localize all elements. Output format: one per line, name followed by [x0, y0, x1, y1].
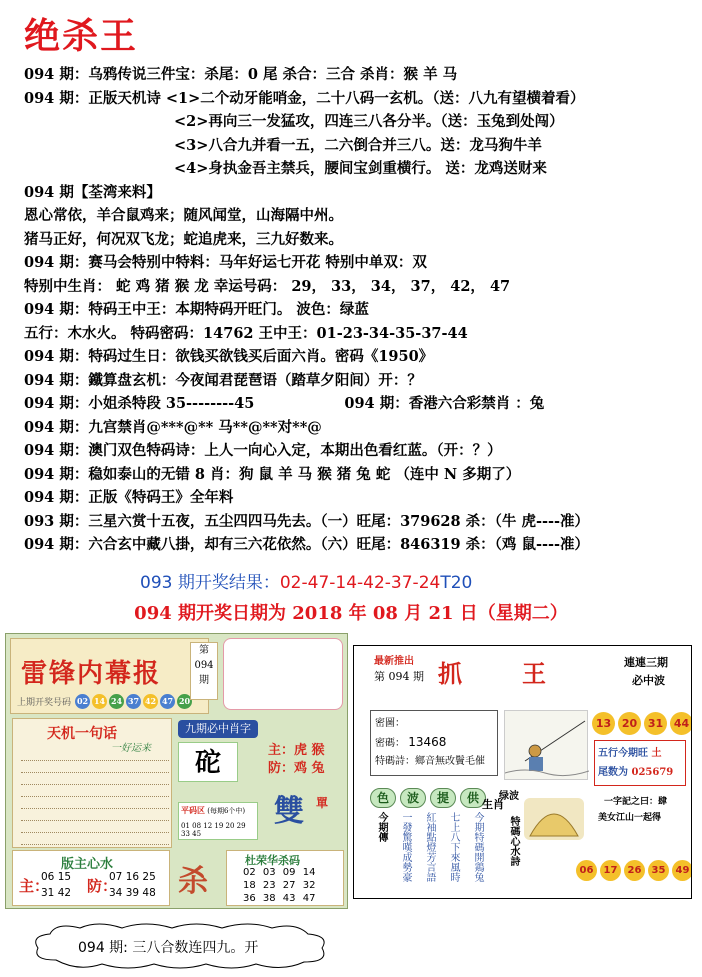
draw-date: 094 期开奖日期为 2018 年 08 月 21 日（星期二） [134, 603, 568, 624]
wuxing-box [594, 740, 686, 786]
text-lines [24, 63, 694, 557]
line-10: 特别中生肖： 蛇 鸡 猪 猴 龙 幸运号码： 29， 33， 34， 37， 42， 47 [24, 277, 511, 295]
poem-columns [374, 812, 484, 884]
mima-code-label: 密碼： [375, 738, 405, 749]
fang-value: 鸡 兔 [294, 761, 325, 776]
sebo-char: 色 [370, 788, 396, 808]
top-ball: 20 [618, 712, 641, 735]
line-13: 094 期：特码过生日：欲钱买欲钱买后面六肖。密码《1950》 [24, 348, 434, 365]
draw-result [140, 568, 472, 593]
tianji-sub: 一好运来 [111, 743, 151, 754]
shazhao-row: 18 23 27 32 [243, 880, 316, 891]
line-7: 恩心常依，羊合鼠鸡来；随风闻堂，山海隔中州。 [24, 207, 343, 224]
prev-ball: 42 [143, 694, 158, 709]
line-3: <2>再向三一发猛攻，四连三八各分半。（送：玉兔到处闯） [174, 113, 564, 130]
result-special: T20 [440, 573, 473, 593]
bottom-ball: 35 [648, 860, 669, 881]
result-label: 093 期开奖结果： [140, 573, 280, 593]
tianji-line [21, 755, 169, 761]
line-15a: 094 期：小姐杀特段 35--------45 [24, 395, 255, 412]
shazhao-row: 36 38 43 47 [243, 893, 316, 904]
top-ball: 31 [644, 712, 667, 735]
leifeng-panel [5, 633, 348, 909]
tianji-line [21, 767, 169, 773]
line-14: 094 期：鐵算盘玄机：今夜闻君琵琶语（踏草夕阳间）开：？ [24, 371, 422, 389]
line-19: 094 期：正版《特码王》全年料 [24, 489, 234, 506]
line-1: 094 期：乌鸦传说三件宝：杀尾：0 尾 杀合：三合 杀肖：猴 羊 马 [24, 66, 458, 83]
shazhao-box [226, 850, 344, 906]
bw-zhu-label: 主： [19, 877, 50, 895]
kaiqi-col: 今期特碼開鶏兔 [472, 812, 483, 882]
top-balls [592, 712, 692, 735]
sha-char: 杀 [178, 864, 208, 899]
bottom-ball: 26 [624, 860, 645, 881]
line-18: 094 期：稳如泰山的无错 8 肖：狗 鼠 羊 马 猴 猪 兔 蛇 （连中 N 多期了） [24, 465, 521, 483]
result-numbers: 02-47-14-42-37-24 [279, 573, 441, 593]
line-15 [24, 392, 694, 416]
line-15b: 094 期：香港六合彩禁肖 ：兔 [344, 395, 545, 412]
tianji-title: 天机一句话 [47, 726, 117, 742]
line-5: <4>身执金吾主禁兵，腰间宝剑重横行。 送：龙鸡送财来 [174, 160, 547, 177]
line-21: 094 期：六合玄中藏八掛，却有三六花依然。（六）旺尾：846319 杀：（鸡 鼠----准） [24, 536, 590, 553]
sebo-char: 供 [460, 788, 486, 808]
tema-poem: 特碼詩：鄉音無改鬢毛催 [375, 756, 485, 767]
tema-xinshui: 特碼心水詩 [508, 816, 519, 866]
top-ball: 44 [670, 712, 692, 735]
bizh-label: 必中波 [632, 674, 665, 687]
banwang-title: 版主心水 [61, 857, 114, 872]
note-box [223, 638, 343, 710]
shengxiao-label: 生肖 [482, 798, 504, 811]
fan-icon [524, 798, 584, 840]
bw-zhu-nums-2: 31 42 [41, 887, 72, 899]
tianji-box [12, 718, 172, 848]
mima-box [370, 710, 498, 776]
bw-zhu-nums-1: 06 15 [41, 871, 72, 883]
pingma-values: 01 08 12 19 20 29 33 45 [181, 822, 246, 838]
prev-ball: 14 [92, 694, 107, 709]
prev-ball: 02 [75, 694, 90, 709]
shuang-char: 雙 [274, 794, 304, 829]
zhuawang-panel [353, 645, 692, 899]
bottom-ball: 17 [600, 860, 621, 881]
zhuawang-title: 抓王 [438, 659, 606, 688]
wuxing-value: 土 [651, 748, 662, 759]
tianji-line [21, 827, 169, 833]
today-label: 今期傳 [376, 812, 387, 842]
zhu-label: 主： [268, 743, 295, 758]
mima-code: 13468 [408, 735, 447, 749]
poem-col: 紅袖點燈芳言語 [424, 812, 435, 882]
pingma-title: 平码区 [181, 805, 205, 815]
prev-balls-row [17, 694, 192, 709]
line-17: 094 期：澳门双色特码诗：上人一向心入定，本期出色看红蓝。（开：？） [24, 442, 502, 459]
tianji-line [21, 839, 169, 845]
dan-char: 單 [316, 796, 329, 810]
cloud-callout [26, 920, 334, 972]
fisherman-image [504, 710, 588, 780]
prev-ball: 20 [177, 694, 192, 709]
page-title: 绝杀王 [24, 16, 139, 57]
leifeng-header [10, 638, 209, 714]
lian-label: 連連三期 [624, 656, 668, 669]
cloud-text: 094 期: 三八合数连四九。开 [78, 940, 259, 956]
bottom-ball: 49 [672, 860, 692, 881]
bottom-ball: 06 [576, 860, 597, 881]
jiuyi-box [178, 720, 258, 800]
wuxing-label: 五行今期旺 [598, 748, 648, 759]
line-11: 094 期：特码王中王：本期特码开旺门。 波色：绿蓝 [24, 301, 369, 318]
line-16: 094 期：九宫禁肖@***@** 马**@**对**@ [24, 418, 322, 436]
prev-ball: 24 [109, 694, 124, 709]
jiuyi-title: 九期必中肖字 [178, 720, 258, 738]
line-9: 094 期：赛马会特别中特料：马年好运七开花 特别中单双：双 [24, 254, 427, 271]
shazhao-title: 杜荣华杀码 [245, 854, 300, 867]
zhu-fang [268, 742, 325, 778]
line-2: 094 期：正版天机诗 <1>二个动牙能哨金，二十八码一玄机。（送：八九有望横着看） [24, 89, 585, 107]
jiuyi-char: 砣 [178, 742, 238, 782]
yizi-text: 一字記之曰：肆 [604, 797, 668, 807]
line-12: 五行：木水火。 特码密码：14762 王中王：01-23-34-35-37-44 [24, 324, 468, 342]
top-ball: 13 [592, 712, 615, 735]
fang-label: 防： [268, 761, 295, 776]
leifeng-title: 雷锋内幕报 [21, 659, 162, 689]
poem-col: 七上八下來風時 [448, 812, 459, 882]
bw-fang-nums-2: 34 39 48 [109, 887, 156, 899]
issue-prefix: 第 [199, 645, 209, 656]
sebo-char: 波 [400, 788, 426, 808]
prev-ball: 37 [126, 694, 141, 709]
line-4: <3>八合九并看一五，二六倒合并三八。送：龙马狗牛羊 [174, 136, 542, 154]
tianji-line [21, 791, 169, 797]
prev-balls-label: 上期开奖号码 [17, 698, 72, 708]
tianji-line [21, 815, 169, 821]
line-6: 094 期【荃湾来料】 [24, 183, 161, 201]
weishu-label: 尾数为 [598, 767, 628, 778]
bottom-balls [576, 860, 692, 881]
tianji-line [21, 803, 169, 809]
sebo-row [370, 788, 528, 808]
sebo-tail: 绿波 [499, 791, 519, 802]
fisherman-icon [505, 711, 589, 781]
bw-fang-nums-1: 07 16 25 [109, 871, 156, 883]
issue-number: 094 [194, 660, 214, 671]
fan-image [524, 798, 584, 840]
mima-label: 密圖： [375, 718, 405, 729]
line-8: 猪马正好，何况双飞龙；蛇追虎来，三九好数来。 [24, 230, 343, 248]
tianji-line [21, 779, 169, 785]
line-20: 093 期：三星六赏十五夜，五尘四四马先去。（一）旺尾：379628 杀：（牛 虎----准） [24, 512, 590, 530]
zhu-value: 虎 猴 [294, 743, 325, 758]
leifeng-issue-box [190, 642, 218, 700]
banwang-box [12, 850, 170, 906]
pingma-box [178, 802, 258, 840]
meinv-text: 美女江山一起得 [598, 813, 662, 823]
right-issue: 第 094 期 [374, 670, 424, 683]
latest-label: 最新推出 [374, 656, 414, 667]
bw-fang-label: 防： [87, 877, 118, 895]
issue-suffix: 期 [199, 675, 209, 686]
pingma-note: (每期6个中) [207, 807, 246, 815]
prev-ball: 47 [160, 694, 175, 709]
weishu-value: 025679 [631, 767, 674, 778]
sebo-char: 提 [430, 788, 456, 808]
shazhao-row: 02 03 09 14 [243, 867, 316, 878]
poem-col: 一發驚嘆成勢豪 [400, 812, 411, 882]
